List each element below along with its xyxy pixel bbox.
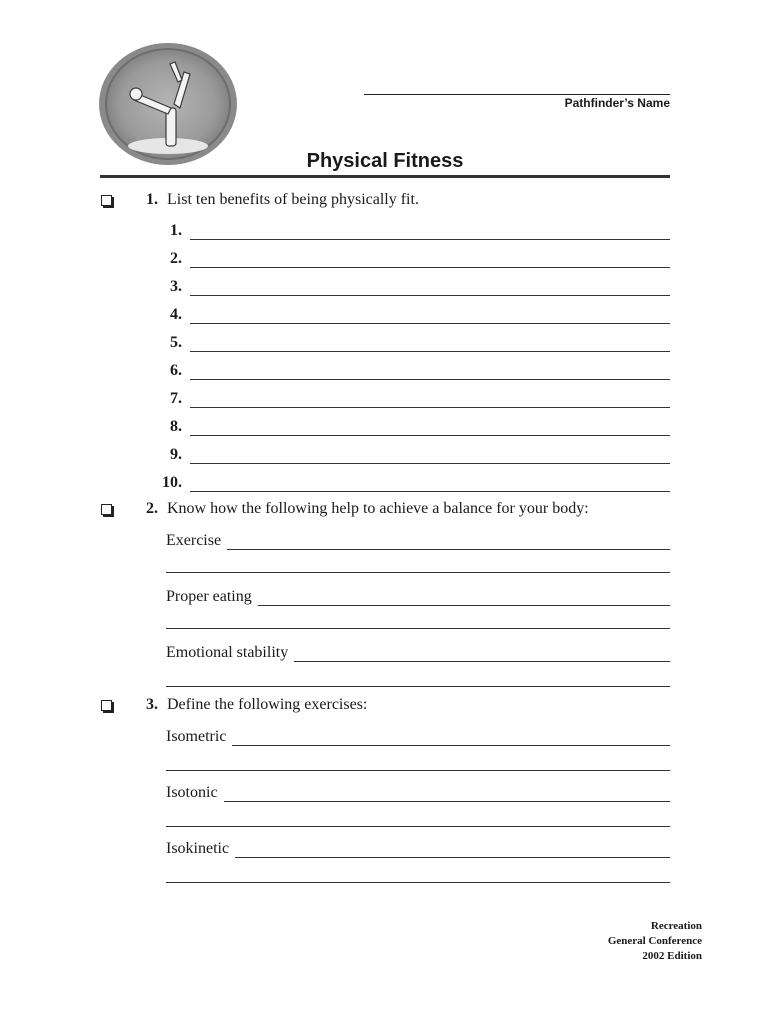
benefit-row <box>148 246 670 268</box>
benefit-number: 9. <box>170 446 182 463</box>
benefit-number: 7. <box>170 390 182 407</box>
answer-line[interactable] <box>227 533 670 550</box>
footer-edition: 2002 Edition <box>642 950 702 962</box>
benefit-row <box>148 442 670 464</box>
answer-line[interactable] <box>294 645 670 662</box>
question-3-text: Define the following exercises: <box>167 696 368 713</box>
benefit-number: 3. <box>170 278 182 295</box>
benefit-answer-line[interactable] <box>190 279 670 296</box>
answer-line[interactable] <box>232 729 670 746</box>
pathfinder-name-label: Pathfinder’s Name <box>564 96 670 110</box>
exercise-field-isometric <box>166 724 670 746</box>
benefit-row <box>148 218 670 240</box>
question-2-text: Know how the following help to achieve a balance for your body: <box>167 500 589 517</box>
benefit-answer-line[interactable] <box>190 391 670 408</box>
benefit-number: 1. <box>170 222 182 239</box>
benefit-number: 10. <box>162 474 182 491</box>
question-1-text: List ten benefits of being physically fit. <box>167 191 419 208</box>
field-label: Isometric <box>166 728 227 745</box>
benefit-row <box>148 330 670 352</box>
question-3-number: 3. <box>146 696 158 713</box>
question-1-checkbox[interactable] <box>101 195 112 206</box>
answer-continuation-line[interactable] <box>166 628 670 629</box>
benefit-answer-line[interactable] <box>190 363 670 380</box>
benefit-answer-line[interactable] <box>190 335 670 352</box>
footer-publisher: General Conference <box>607 935 702 947</box>
field-label: Isokinetic <box>166 840 230 857</box>
question-1-number: 1. <box>146 191 158 208</box>
title-rule <box>100 175 670 178</box>
question-3-checkbox[interactable] <box>101 700 112 711</box>
answer-continuation-line[interactable] <box>166 826 670 827</box>
benefit-row <box>148 358 670 380</box>
field-label: Exercise <box>166 532 222 549</box>
question-2-number: 2. <box>146 500 158 517</box>
benefit-answer-line[interactable] <box>190 251 670 268</box>
benefit-row <box>148 470 670 492</box>
field-label: Emotional stability <box>166 644 289 661</box>
answer-continuation-line[interactable] <box>166 770 670 771</box>
answer-continuation-line[interactable] <box>166 686 670 687</box>
field-label: Isotonic <box>166 784 218 801</box>
benefit-row <box>148 274 670 296</box>
question-2-checkbox[interactable] <box>101 504 112 515</box>
balance-field-exercise <box>166 528 670 550</box>
answer-line[interactable] <box>235 841 670 858</box>
exercise-field-isotonic <box>166 780 670 802</box>
benefit-row <box>148 386 670 408</box>
benefit-answer-line[interactable] <box>190 307 670 324</box>
benefit-answer-line[interactable] <box>190 447 670 464</box>
benefit-answer-line[interactable] <box>190 475 670 492</box>
honor-badge-logo <box>98 42 238 166</box>
benefit-number: 6. <box>170 362 182 379</box>
benefit-row <box>148 414 670 436</box>
field-label: Proper eating <box>166 588 252 605</box>
benefit-number: 8. <box>170 418 182 435</box>
benefit-row <box>148 302 670 324</box>
pathfinder-name-line[interactable] <box>364 94 670 95</box>
benefit-number: 5. <box>170 334 182 351</box>
footer-category: Recreation <box>650 920 702 932</box>
benefit-number: 4. <box>170 306 182 323</box>
exercise-field-isokinetic <box>166 836 670 858</box>
balance-field-proper-eating <box>166 584 670 606</box>
page-title: Physical Fitness <box>306 150 464 172</box>
benefit-number: 2. <box>170 250 182 267</box>
answer-line[interactable] <box>224 785 670 802</box>
benefit-answer-line[interactable] <box>190 419 670 436</box>
balance-field-emotional-stability <box>166 640 670 662</box>
answer-continuation-line[interactable] <box>166 572 670 573</box>
answer-continuation-line[interactable] <box>166 882 670 883</box>
benefit-answer-line[interactable] <box>190 223 670 240</box>
answer-line[interactable] <box>258 589 670 606</box>
